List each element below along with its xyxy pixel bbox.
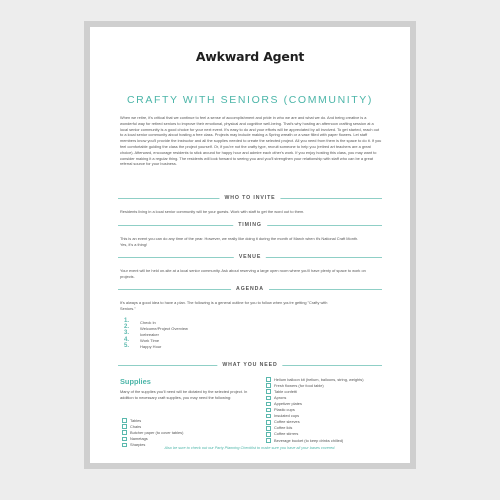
agenda-number: 5. <box>124 342 130 349</box>
checklist-label: Chairs <box>130 423 142 429</box>
checkbox-icon <box>266 420 271 425</box>
checkbox-icon <box>122 437 127 442</box>
section-heading-timing <box>118 221 382 229</box>
checklist-label: Coffee lids <box>274 425 293 431</box>
who-paragraph: Residents living in a local senior community will be your guests. Work with staff to get the word out to them. <box>120 209 305 214</box>
agenda-paragraph: It's always a good idea to have a plan. The following is a general outline for you to follow when you're getting "Crafty with Seniors." <box>120 300 328 311</box>
checkbox-icon <box>122 424 127 429</box>
checkbox-icon <box>122 430 127 435</box>
timing-paragraph: This is an event you can do any time of the year. However, we really like doing it during the month of March when it's National Craft Month. Yes, it's a thing! <box>120 236 359 247</box>
checkbox-icon <box>266 426 271 431</box>
section-heading-needs <box>118 361 382 369</box>
agenda-number: 4. <box>124 336 130 343</box>
checkbox-icon <box>266 408 271 413</box>
agenda-label: Icebreaker <box>140 331 159 337</box>
checklist-label: Table confetti <box>274 388 297 394</box>
checklist-label: Appetizer plates <box>274 400 302 406</box>
checklist-label: Plastic cups <box>274 407 295 413</box>
checklist-label: Aprons <box>274 394 287 400</box>
document-sheet <box>90 27 410 463</box>
checkbox-icon <box>266 414 271 419</box>
section-title: TIMING <box>233 221 267 229</box>
agenda-number: 1. <box>124 318 130 324</box>
footer-note: Also be sure to check out our Party Planning Checklist to make sure you have all your bases covered. <box>164 446 336 450</box>
checklist-label: Sharpies <box>130 441 146 447</box>
checklist-label: Beverage bucket (to keep drinks chilled) <box>274 437 344 443</box>
checkbox-icon <box>266 438 271 443</box>
section-heading-venue <box>118 253 382 261</box>
checklist-label: Fresh flowers (for food table) <box>274 382 324 388</box>
checklist-label: Butcher paper (to cover tables) <box>130 429 184 435</box>
intro-paragraph: When we retire, it's critical that we continue to feel a sense of accomplishment and pride in who we are and what we do. And being creative is a wonderful way for retired seniors to improve their emotional, physical and cognitive well-being. That's why hosting an afternoon crafting session at a local senior community is a good choice for your next event. It's easy to do and your efforts will be appreciated by all involved. To get started, reach out to a local senior community about hosting a free class. Projects may include making a Spring wreath or a vase filled with paper flowers. Let staff members know you'll provide the instructor and all the supplies needed to create the selected project. All you need from them is the space to do it. If you feel comfortable guiding the class the project yourself. Or, if you're not the crafty type, recruit someone to help you (retired art teachers are a great choice). Afterward, encourage residents to stick around for happy hour and admire each other's work. If you enjoy hosting this class, you may want to consider making it a regular thing. The residents will look forward to seeing you and you'll strengthen your relationship with staff who can be a great referral source for your business. <box>120 115 382 167</box>
checkbox-icon <box>122 418 127 423</box>
document-title: CRAFTY WITH SENIORS (COMMUNITY) <box>127 94 373 106</box>
checklist-label: Tables <box>130 417 142 423</box>
section-title: WHO TO INVITE <box>219 194 280 202</box>
checklist-label: Helium balloon kit (helium, balloons, string, weights) <box>274 376 364 382</box>
checkbox-icon <box>266 396 271 401</box>
checklist-label: Insulated cups <box>274 413 300 419</box>
section-heading-who <box>118 194 382 202</box>
checklist-label: Coffee sleeves <box>274 419 300 425</box>
supplies-paragraph: Many of the supplies you'll need will be dictated by the selected project. In addition to necessary craft supplies, you may need the following: <box>120 389 248 400</box>
brand-logo: Awkward Agent <box>195 49 305 64</box>
checkbox-icon <box>266 432 271 437</box>
section-title: WHAT YOU NEED <box>217 361 282 369</box>
agenda-number: 2. <box>124 324 130 331</box>
checkbox-icon <box>266 377 271 382</box>
agenda-label: Check In <box>140 319 156 325</box>
agenda-label: Welcome/Project Overview <box>140 325 188 331</box>
checkbox-icon <box>266 383 271 388</box>
section-title: AGENDA <box>231 285 269 293</box>
agenda-label: Work Time <box>140 338 160 344</box>
agenda-number: 3. <box>124 330 130 337</box>
section-heading-agenda <box>118 285 382 293</box>
checkbox-icon <box>266 402 271 407</box>
agenda-label: Happy Hour <box>140 344 162 350</box>
checklist-label: Coffee stirrers <box>274 431 299 437</box>
supplies-heading: Supplies <box>120 377 151 386</box>
checkbox-icon <box>266 389 271 394</box>
venue-paragraph: Your event will be held on-site at a local senior community. Ask about reserving a large open room where you'll have plenty of space to work on projects. <box>120 268 366 279</box>
checklist-label: Nametags <box>130 435 148 441</box>
section-title: VENUE <box>234 253 266 261</box>
